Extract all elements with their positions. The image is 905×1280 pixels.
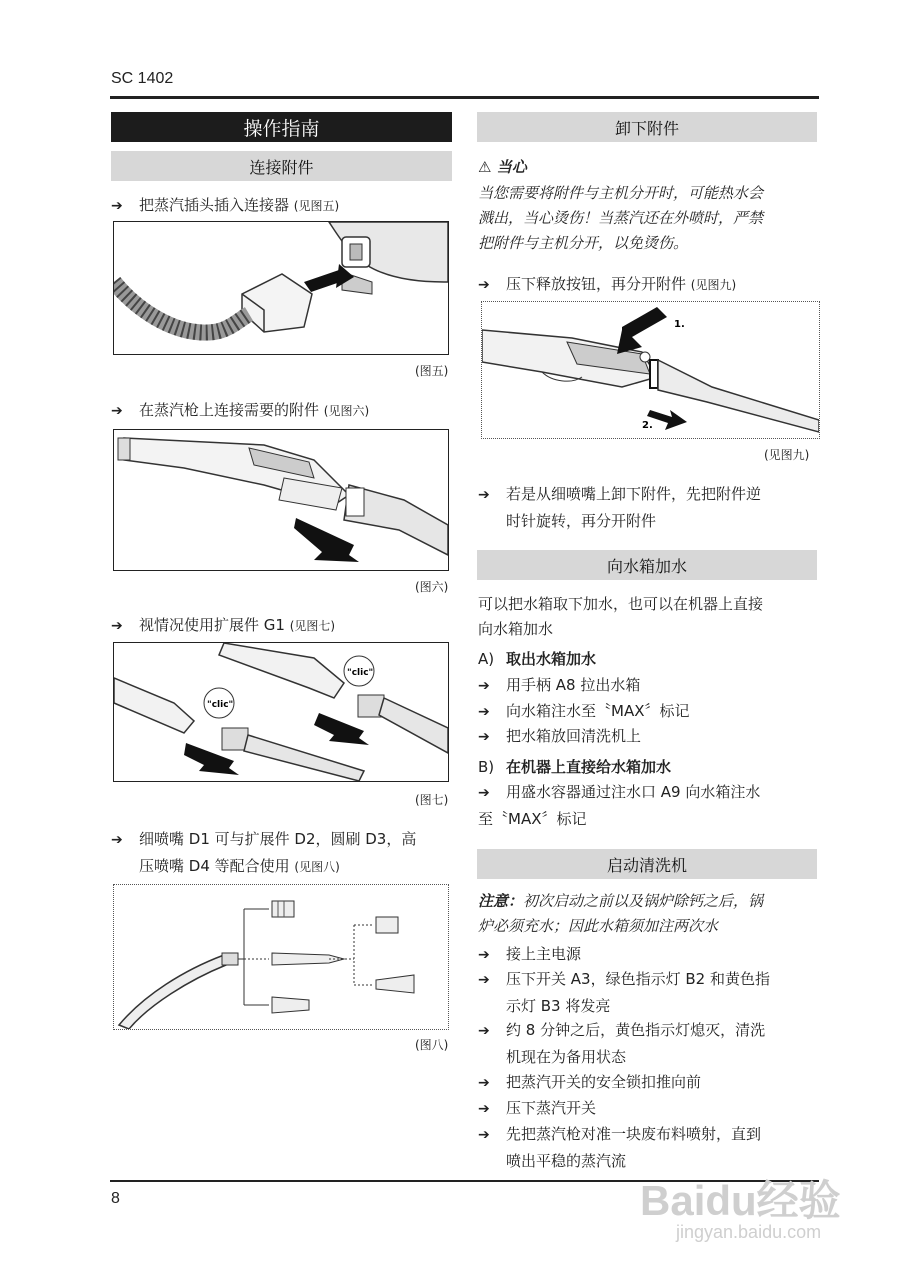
figure-6-steam-gun [113, 429, 449, 571]
figure-5-caption: (图五) [415, 364, 449, 378]
page-number: 8 [111, 1190, 120, 1207]
arrow-icon: ➔ [478, 729, 490, 745]
fill-b-step: ➔ 用盛水容器通过注水口 A9 向水箱注水 至〝MAX〞标记 [478, 779, 760, 832]
arrow-icon: ➔ [478, 1127, 490, 1143]
header-rule [110, 96, 819, 99]
baidu-watermark-logo: Baidu经验 [640, 1177, 841, 1224]
start-step: ➔ 压下开关 A3，绿色指示灯 B2 和黄色指 示灯 B3 将发亮 [478, 966, 770, 1019]
start-step: ➔ 压下蒸汽开关 [478, 1095, 596, 1122]
step-release-button: ➔ 压下释放按钮，再分开附件 (见图九) [478, 271, 736, 298]
note-label: 注意： [478, 892, 524, 910]
step-insert-plug: ➔ 把蒸汽插头插入连接器 (见图五) [111, 192, 339, 219]
figure-6-caption: (图六) [415, 580, 449, 594]
arrow-icon: ➔ [478, 678, 490, 694]
fill-option-a-heading: A) 取出水箱加水 [478, 650, 597, 668]
figure-9-step2-label: 2. [642, 420, 653, 431]
step-use-extension: ➔ 视情况使用扩展件 G1 (见图七) [111, 612, 335, 639]
figure-8-caption: (图八) [415, 1038, 449, 1052]
start-step: ➔ 约 8 分钟之后，黄色指示灯熄灭，清洗 机现在为备用状态 [478, 1017, 765, 1070]
section-remove-bar [477, 112, 817, 142]
section-fill-bar [477, 550, 817, 580]
arrow-icon: ➔ [111, 618, 123, 634]
arrow-icon: ➔ [478, 1101, 490, 1117]
caution-heading: ⚠ 当心 [478, 158, 527, 176]
section-connect-bar [111, 151, 452, 181]
figure-7-caption: (图七) [415, 793, 449, 807]
start-note: 注意：初次启动之前以及锅炉除钙之后，锅 炉必须充水；因此水箱须加注两次水 [478, 892, 764, 935]
arrow-icon: ➔ [478, 972, 490, 988]
fill-intro: 可以把水箱取下加水，也可以在机器上直接 向水箱加水 [478, 595, 764, 638]
fill-a-step: ➔ 用手柄 A8 拉出水箱 [478, 672, 640, 699]
arrow-icon: ➔ [478, 785, 490, 801]
step-attach-accessory: ➔ 在蒸汽枪上连接需要的附件 (见图六) [111, 397, 369, 424]
arrow-icon: ➔ [478, 277, 490, 293]
arrow-icon: ➔ [111, 198, 123, 214]
figure-9-step1-label: 1. [674, 319, 685, 330]
main-title: 操作指南 [243, 117, 320, 140]
figure-7-extension-tubes [113, 642, 449, 782]
start-step: ➔ 把蒸汽开关的安全锁扣推向前 [478, 1069, 701, 1096]
document-model: SC 1402 [111, 70, 174, 87]
fill-a-step: ➔ 把水箱放回清洗机上 [478, 723, 641, 750]
step-unscrew-accessory: ➔ 若是从细喷嘴上卸下附件，先把附件逆 时针旋转，再分开附件 [478, 481, 761, 534]
figure-7-clic-label: "clic" [207, 700, 234, 710]
start-step: ➔ 接上主电源 [478, 941, 581, 968]
arrow-icon: ➔ [478, 1023, 490, 1039]
caution-text: 当您需要将附件与主机分开时，可能热水会 溅出，当心烫伤！当蒸汽还在外喷时，严禁 把附件与主机分开，以免烫伤。 [478, 184, 764, 252]
section-start-title: 启动清洗机 [606, 855, 687, 875]
fill-a-step: ➔ 向水箱注水至〝MAX〞标记 [478, 698, 689, 725]
figure-9-caption: (见图九) [764, 448, 810, 462]
arrow-icon: ➔ [111, 832, 123, 848]
fill-option-b-heading: B) 在机器上直接给水箱加水 [478, 758, 672, 776]
start-step: ➔ 先把蒸汽枪对准一块废布料喷射，直到 喷出平稳的蒸汽流 [478, 1121, 761, 1174]
step-nozzle-combo: ➔ 细喷嘴 D1 可与扩展件 D2，圆刷 D3，高 压喷嘴 D4 等配合使用 (见图八) [111, 826, 416, 880]
main-title-bar [111, 112, 452, 142]
figure-5-plug-connector [113, 221, 449, 355]
arrow-icon: ➔ [478, 1075, 490, 1091]
figure-8-nozzle-accessories [113, 884, 449, 1030]
figure-9-release-accessory [481, 301, 820, 439]
section-fill-title: 向水箱加水 [606, 556, 687, 576]
section-remove-title: 卸下附件 [614, 118, 679, 138]
arrow-icon: ➔ [478, 487, 490, 503]
section-start-bar [477, 849, 817, 879]
arrow-icon: ➔ [478, 947, 490, 963]
section-connect-title: 连接附件 [249, 157, 314, 177]
arrow-icon: ➔ [478, 704, 490, 720]
figure-7-clic-label: "clic" [347, 668, 374, 678]
baidu-watermark-url: jingyan.baidu.com [676, 1222, 822, 1242]
warning-triangle-icon: ⚠ [478, 158, 492, 176]
arrow-icon: ➔ [111, 403, 123, 419]
